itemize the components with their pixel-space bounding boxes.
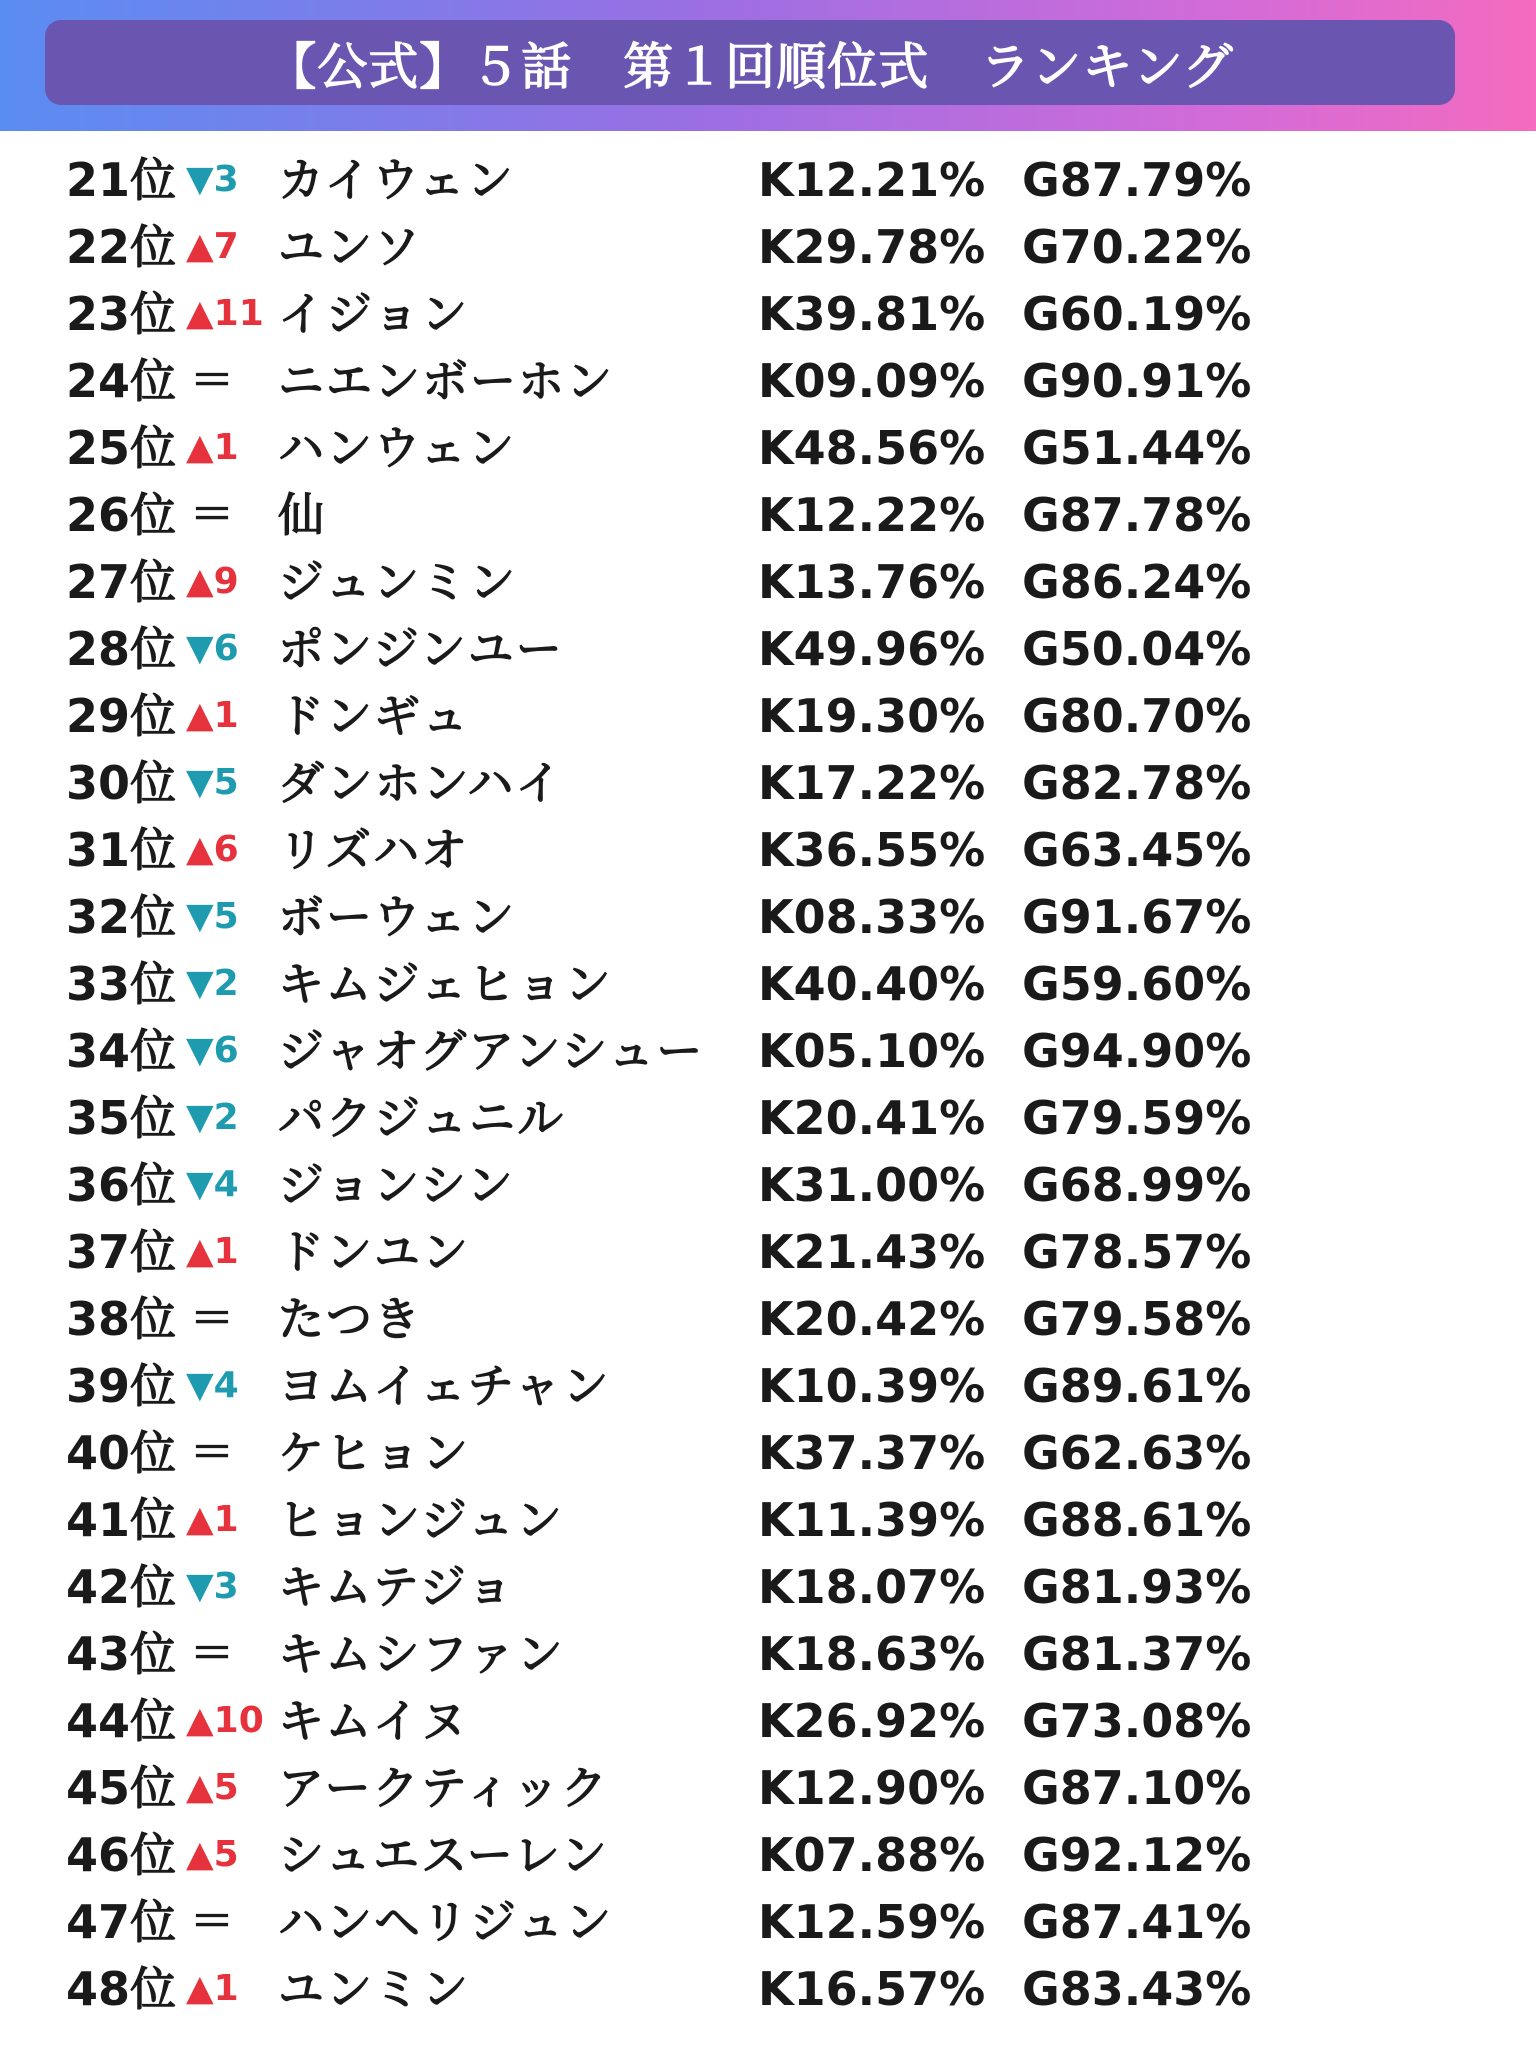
rank-change-indicator: ▲5 xyxy=(186,1767,239,1808)
contestant-name: キムイヌ xyxy=(278,1694,469,1748)
rank-label: 27位 xyxy=(66,555,177,609)
title-bar xyxy=(45,20,1455,105)
rank-label: 28位 xyxy=(66,622,177,676)
rank-label: 24位 xyxy=(66,354,177,408)
ranking-row xyxy=(0,150,1536,210)
rank-change-indicator: ▲1 xyxy=(186,695,239,736)
page-title: 【公式】５話 第１回順位式 ランキング xyxy=(266,37,1234,96)
contestant-name: キムテジョ xyxy=(278,1560,515,1614)
k-percentage: K48.56% xyxy=(758,421,986,475)
rank-label: 21位 xyxy=(66,153,177,207)
g-percentage: G82.78% xyxy=(1022,756,1252,810)
k-percentage: K16.57% xyxy=(758,1962,986,2016)
rank-change-indicator: ＝ xyxy=(190,1293,234,1344)
rank-change-indicator: ▼4 xyxy=(186,1164,239,1205)
rank-change-indicator: ▲9 xyxy=(186,561,239,602)
rank-label: 40位 xyxy=(66,1426,177,1480)
contestant-name: キムシファン xyxy=(278,1627,565,1681)
k-percentage: K18.63% xyxy=(758,1627,986,1681)
contestant-name: ユンソ xyxy=(278,220,422,274)
g-percentage: G70.22% xyxy=(1022,220,1252,274)
ranking-row xyxy=(0,485,1536,545)
ranking-row xyxy=(0,351,1536,411)
rank-change-indicator: ▲1 xyxy=(186,427,239,468)
g-percentage: G78.57% xyxy=(1022,1225,1252,1279)
g-percentage: G51.44% xyxy=(1022,421,1252,475)
contestant-name: ジュンミン xyxy=(278,555,518,609)
g-percentage: G90.91% xyxy=(1022,354,1252,408)
rank-change-indicator: ▼5 xyxy=(186,762,239,803)
rank-label: 32位 xyxy=(66,890,177,944)
contestant-name: ヨムイェチャン xyxy=(278,1359,611,1413)
rank-change-indicator: ＝ xyxy=(190,355,234,406)
k-percentage: K13.76% xyxy=(758,555,986,609)
rank-change-indicator: ＝ xyxy=(190,1628,234,1679)
rank-label: 33位 xyxy=(66,957,177,1011)
g-percentage: G62.63% xyxy=(1022,1426,1252,1480)
ranking-row xyxy=(0,284,1536,344)
k-percentage: K29.78% xyxy=(758,220,986,274)
ranking-row xyxy=(0,820,1536,880)
rank-change-indicator: ▲10 xyxy=(186,1700,264,1741)
ranking-row xyxy=(0,1825,1536,1885)
g-percentage: G88.61% xyxy=(1022,1493,1252,1547)
k-percentage: K12.21% xyxy=(758,153,986,207)
rank-label: 39位 xyxy=(66,1359,177,1413)
g-percentage: G81.93% xyxy=(1022,1560,1252,1614)
g-percentage: G91.67% xyxy=(1022,890,1252,944)
k-percentage: K21.43% xyxy=(758,1225,986,1279)
g-percentage: G63.45% xyxy=(1022,823,1252,877)
g-percentage: G87.79% xyxy=(1022,153,1252,207)
k-percentage: K20.42% xyxy=(758,1292,986,1346)
contestant-name: ハンウェン xyxy=(278,421,517,475)
g-percentage: G79.58% xyxy=(1022,1292,1252,1346)
rank-change-indicator: ▼3 xyxy=(186,159,239,200)
rank-change-indicator: ▲5 xyxy=(186,1834,239,1875)
g-percentage: G94.90% xyxy=(1022,1024,1252,1078)
rank-label: 25位 xyxy=(66,421,177,475)
ranking-row xyxy=(0,552,1536,612)
rank-change-indicator: ▲1 xyxy=(186,1231,239,1272)
ranking-row xyxy=(0,954,1536,1014)
rank-change-indicator: ▲1 xyxy=(186,1968,239,2009)
rank-change-indicator: ▲7 xyxy=(186,226,239,267)
k-percentage: K10.39% xyxy=(758,1359,986,1413)
g-percentage: G87.78% xyxy=(1022,488,1252,542)
contestant-name: パクジュニル xyxy=(278,1091,566,1145)
k-percentage: K11.39% xyxy=(758,1493,986,1547)
ranking-row xyxy=(0,753,1536,813)
ranking-row xyxy=(0,887,1536,947)
k-percentage: K05.10% xyxy=(758,1024,986,1078)
rank-change-indicator: ＝ xyxy=(190,1427,234,1478)
contestant-name: シュエスーレン xyxy=(278,1828,609,1882)
rank-label: 43位 xyxy=(66,1627,177,1681)
ranking-row xyxy=(0,418,1536,478)
g-percentage: G92.12% xyxy=(1022,1828,1252,1882)
ranking-row xyxy=(0,1021,1536,1081)
contestant-name: ジョンシン xyxy=(278,1158,515,1212)
k-percentage: K39.81% xyxy=(758,287,986,341)
k-percentage: K49.96% xyxy=(758,622,986,676)
contestant-name: ヒョンジュン xyxy=(278,1493,564,1547)
ranking-row xyxy=(0,1222,1536,1282)
rank-label: 42位 xyxy=(66,1560,177,1614)
header-banner xyxy=(0,0,1536,131)
rank-label: 30位 xyxy=(66,756,177,810)
k-percentage: K12.90% xyxy=(758,1761,986,1815)
contestant-name: ダンホンハイ xyxy=(278,756,564,810)
rank-change-indicator: ▼5 xyxy=(186,896,239,937)
contestant-name: ハンヘリジュン xyxy=(278,1895,614,1949)
rank-change-indicator: ▼2 xyxy=(186,1097,239,1138)
rank-label: 46位 xyxy=(66,1828,177,1882)
rank-label: 36位 xyxy=(66,1158,177,1212)
contestant-name: ドンギュ xyxy=(278,689,470,743)
rank-label: 44位 xyxy=(66,1694,177,1748)
rank-change-indicator: ▼6 xyxy=(186,628,239,669)
ranking-row xyxy=(0,217,1536,277)
g-percentage: G83.43% xyxy=(1022,1962,1252,2016)
rank-change-indicator: ▲1 xyxy=(186,1499,239,1540)
k-percentage: K09.09% xyxy=(758,354,986,408)
contestant-name: たつき xyxy=(278,1292,422,1346)
rank-change-indicator: ＝ xyxy=(190,1896,234,1947)
contestant-name: 仙 xyxy=(278,488,326,542)
k-percentage: K12.22% xyxy=(758,488,986,542)
rank-change-indicator: ▲11 xyxy=(186,293,264,334)
ranking-row xyxy=(0,1557,1536,1617)
rank-label: 23位 xyxy=(66,287,177,341)
rank-change-indicator: ▼3 xyxy=(186,1566,239,1607)
g-percentage: G50.04% xyxy=(1022,622,1252,676)
g-percentage: G87.10% xyxy=(1022,1761,1252,1815)
g-percentage: G59.60% xyxy=(1022,957,1252,1011)
contestant-name: リズハオ xyxy=(278,823,470,877)
contestant-name: ジャオグアンシュー xyxy=(278,1024,705,1078)
rank-label: 29位 xyxy=(66,689,177,743)
rank-label: 48位 xyxy=(66,1962,177,2016)
rank-label: 45位 xyxy=(66,1761,177,1815)
contestant-name: カイウェン xyxy=(278,153,515,207)
rank-label: 22位 xyxy=(66,220,177,274)
contestant-name: アークティック xyxy=(278,1761,609,1815)
contestant-name: ケヒョン xyxy=(278,1426,470,1480)
ranking-row xyxy=(0,1691,1536,1751)
contestant-name: キムジェヒョン xyxy=(278,957,613,1011)
k-percentage: K26.92% xyxy=(758,1694,986,1748)
ranking-row xyxy=(0,619,1536,679)
k-percentage: K08.33% xyxy=(758,890,986,944)
g-percentage: G68.99% xyxy=(1022,1158,1252,1212)
contestant-name: イジョン xyxy=(278,287,470,341)
contestant-name: ニエンボーホン xyxy=(278,354,614,408)
g-percentage: G81.37% xyxy=(1022,1627,1252,1681)
k-percentage: K19.30% xyxy=(758,689,986,743)
rank-label: 34位 xyxy=(66,1024,177,1078)
rank-change-indicator: ▼2 xyxy=(186,963,239,1004)
k-percentage: K36.55% xyxy=(758,823,986,877)
rank-label: 26位 xyxy=(66,488,177,542)
contestant-name: ドンユン xyxy=(278,1225,470,1279)
ranking-row xyxy=(0,1289,1536,1349)
rank-label: 41位 xyxy=(66,1493,177,1547)
contestant-name: ボーウェン xyxy=(278,890,517,944)
g-percentage: G73.08% xyxy=(1022,1694,1252,1748)
k-percentage: K17.22% xyxy=(758,756,986,810)
ranking-row xyxy=(0,1490,1536,1550)
rank-change-indicator: ▼4 xyxy=(186,1365,239,1406)
ranking-row xyxy=(0,1356,1536,1416)
k-percentage: K12.59% xyxy=(758,1895,986,1949)
rank-label: 37位 xyxy=(66,1225,177,1279)
ranking-row xyxy=(0,1423,1536,1483)
ranking-row xyxy=(0,1155,1536,1215)
rank-change-indicator: ▲6 xyxy=(186,829,239,870)
k-percentage: K31.00% xyxy=(758,1158,986,1212)
rank-label: 31位 xyxy=(66,823,177,877)
g-percentage: G89.61% xyxy=(1022,1359,1252,1413)
k-percentage: K18.07% xyxy=(758,1560,986,1614)
rank-label: 38位 xyxy=(66,1292,177,1346)
rank-label: 47位 xyxy=(66,1895,177,1949)
g-percentage: G80.70% xyxy=(1022,689,1252,743)
g-percentage: G86.24% xyxy=(1022,555,1252,609)
rank-change-indicator: ＝ xyxy=(190,489,234,540)
ranking-row xyxy=(0,1892,1536,1952)
rank-change-indicator: ▼6 xyxy=(186,1030,239,1071)
k-percentage: K07.88% xyxy=(758,1828,986,1882)
g-percentage: G79.59% xyxy=(1022,1091,1252,1145)
rank-label: 35位 xyxy=(66,1091,177,1145)
k-percentage: K20.41% xyxy=(758,1091,986,1145)
k-percentage: K40.40% xyxy=(758,957,986,1011)
ranking-row xyxy=(0,1088,1536,1148)
ranking-row xyxy=(0,686,1536,746)
ranking-row xyxy=(0,1758,1536,1818)
g-percentage: G87.41% xyxy=(1022,1895,1252,1949)
ranking-row xyxy=(0,1624,1536,1684)
contestant-name: ユンミン xyxy=(278,1962,470,2016)
k-percentage: K37.37% xyxy=(758,1426,986,1480)
ranking-row xyxy=(0,1959,1536,2019)
contestant-name: ポンジンユー xyxy=(278,622,564,676)
g-percentage: G60.19% xyxy=(1022,287,1252,341)
